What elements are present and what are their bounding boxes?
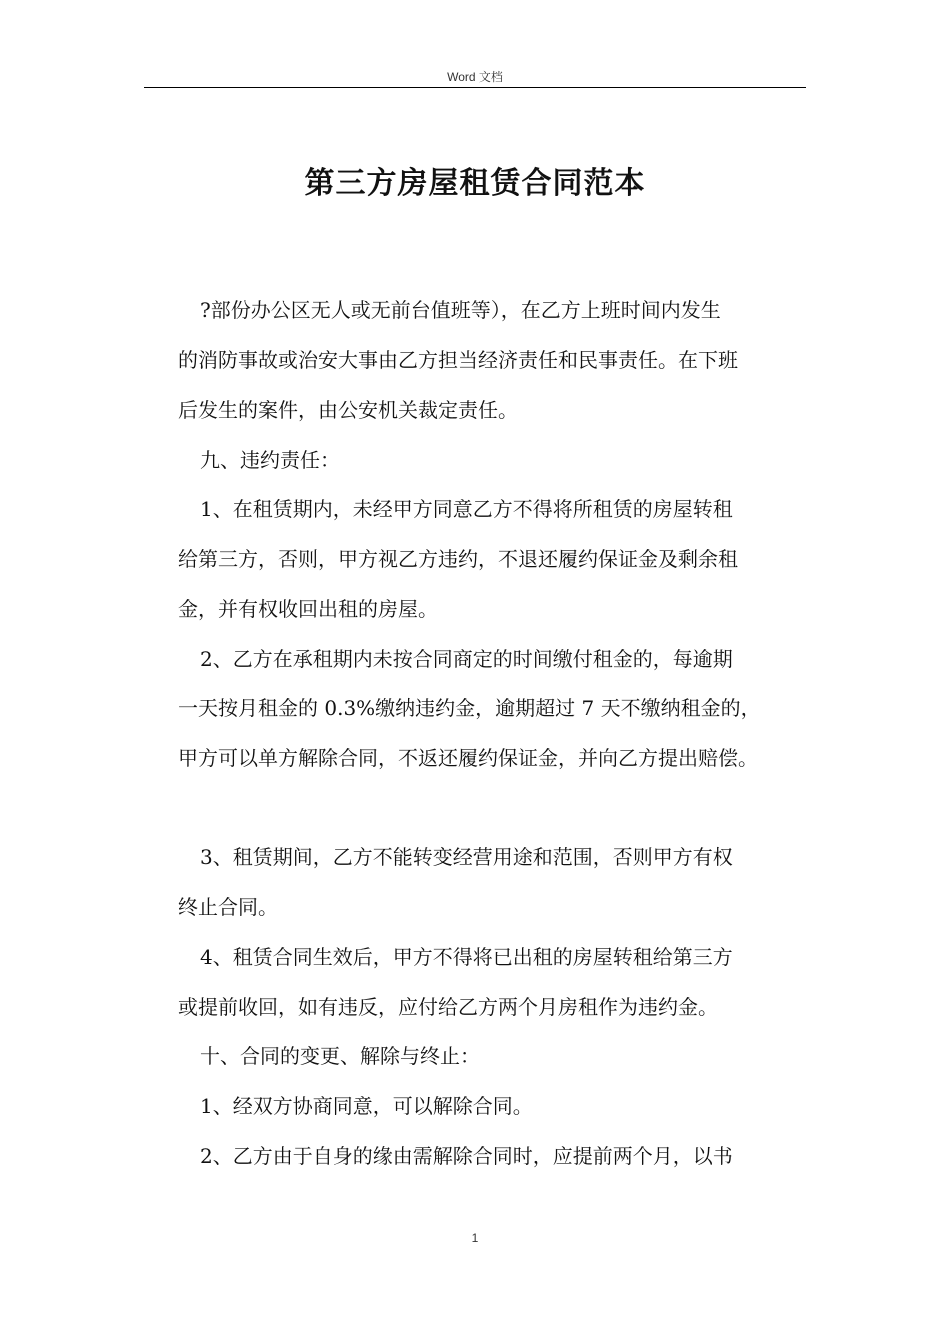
body-line: 4、租赁合同生效后，甲方不得将已出租的房屋转租给第三方 (200, 945, 733, 969)
body-line: 十、合同的变更、解除与终止： (200, 1044, 480, 1068)
body-line: 1、经双方协商同意，可以解除合同。 (200, 1094, 533, 1118)
body-line: 的消防事故或治安大事由乙方担当经济责任和民事责任。在下班 (178, 348, 738, 372)
header-rule (144, 87, 806, 88)
body-line: ?部份办公区无人或无前台值班等），在乙方上班时间内发生 (200, 298, 721, 322)
header-label: Word 文档 (447, 70, 503, 84)
body-line: 金，并有权收回出租的房屋。 (178, 597, 438, 621)
body-line: 九、违约责任： (200, 448, 340, 472)
body-line: 甲方可以单方解除合同，不返还履约保证金，并向乙方提出赔偿。 (178, 746, 758, 770)
body-line: 2、乙方由于自身的缘由需解除合同时，应提前两个月，以书 (200, 1144, 733, 1168)
body-line: 一天按月租金的 0.3%缴纳违约金，逾期超过 7 天不缴纳租金的， (178, 696, 761, 720)
body-line: 1、在租赁期内，未经甲方同意乙方不得将所租赁的房屋转租 (200, 497, 733, 521)
document-title: 第三方房屋租赁合同范本 (304, 166, 646, 201)
body-line: 终止合同。 (178, 895, 278, 919)
body-line: 后发生的案件，由公安机关裁定责任。 (178, 398, 518, 422)
body-line: 3、租赁期间，乙方不能转变经营用途和范围，否则甲方有权 (200, 845, 733, 869)
body-line: 2、乙方在承租期内未按合同商定的时间缴付租金的，每逾期 (200, 647, 733, 671)
page-number: 1 (471, 1231, 479, 1245)
body-line: 或提前收回，如有违反，应付给乙方两个月房租作为违约金。 (178, 995, 718, 1019)
body-line: 给第三方，否则，甲方视乙方违约，不退还履约保证金及剩余租 (178, 547, 738, 571)
